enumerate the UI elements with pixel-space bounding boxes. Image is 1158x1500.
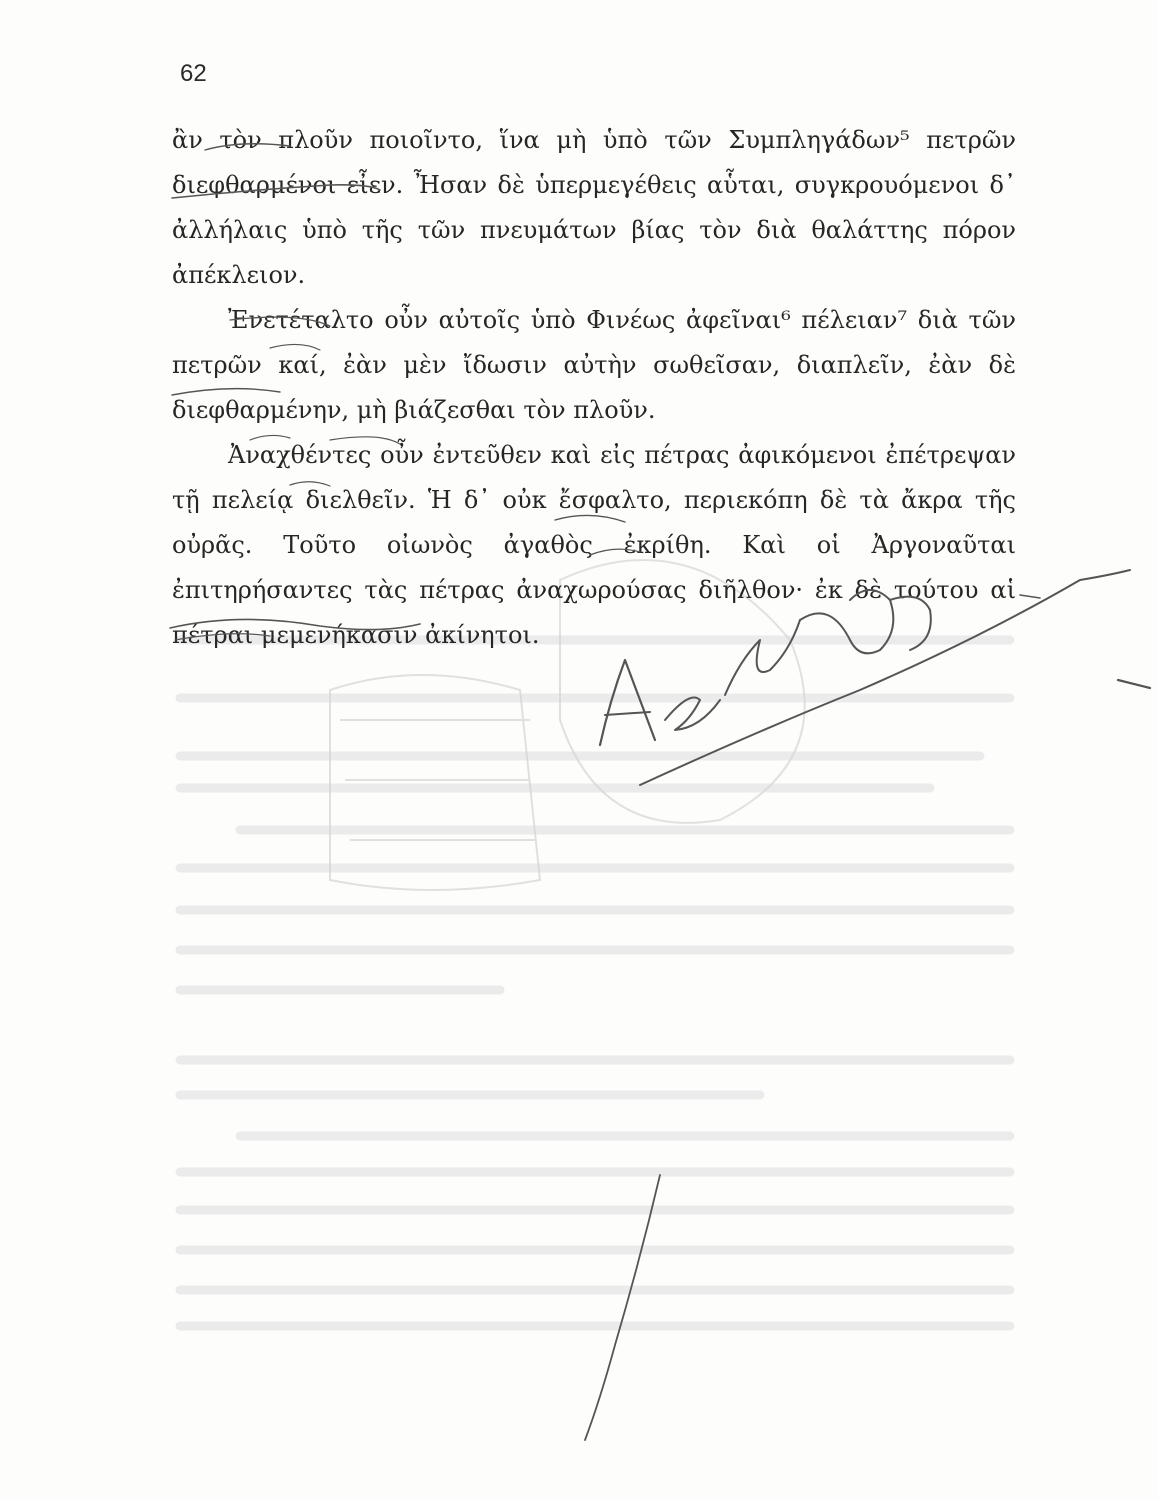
- paragraph: ἂν τὸν πλοῦν ποιοῖντο, ἵνα μὴ ὑπὸ τῶν Συμπληγάδων⁵ πετρῶν διεφθαρμένοι εἶεν. Ἦσαν δὲ ὑπερμεγέθεις αὗται, συγκρουόμενοι δ᾽ ἀλλήλαις ὑπὸ τῆς τῶν πνευμάτων βίας τὸν διὰ θαλάττης πόρον ἀπέκλειον.: [172, 126, 1016, 289]
- paragraph: Ἐνετέταλτο οὖν αὐτοῖς ὑπὸ Φινέως ἀφεῖναι⁶ πέλειαν⁷ διὰ τῶν πετρῶν καί, ἐὰν μὲν ἴδωσιν αὐτὴν σωθεῖσαν, διαπλεῖν, ἐὰν δὲ διεφθαρμένην, μὴ βιάζεσθαι τὸν πλοῦν.: [172, 306, 1016, 424]
- paragraph: Ἀναχθέντες οὖν ἐντεῦθεν καὶ εἰς πέτρας ἀφικόμενοι ἐπέτρεψαν τῇ πελείᾳ διελθεῖν. Ἡ δ᾽ οὐκ ἔσφαλτο, περιεκόπη δὲ τὰ ἄκρα τῆς οὐρᾶς. Τοῦτο οἰωνὸς ἀγαθὸς ἐκρίθη. Καὶ οἱ Ἀργοναῦται ἐπιτηρήσαντες τὰς πέτρας ἀναχωρούσας διῆλθον· ἐκ δὲ τούτου αἱ πέτραι μεμενήκασιν ἀκίνητοι.: [172, 441, 1016, 649]
- greek-text-body: [172, 118, 1016, 658]
- page-number: 62: [180, 60, 207, 87]
